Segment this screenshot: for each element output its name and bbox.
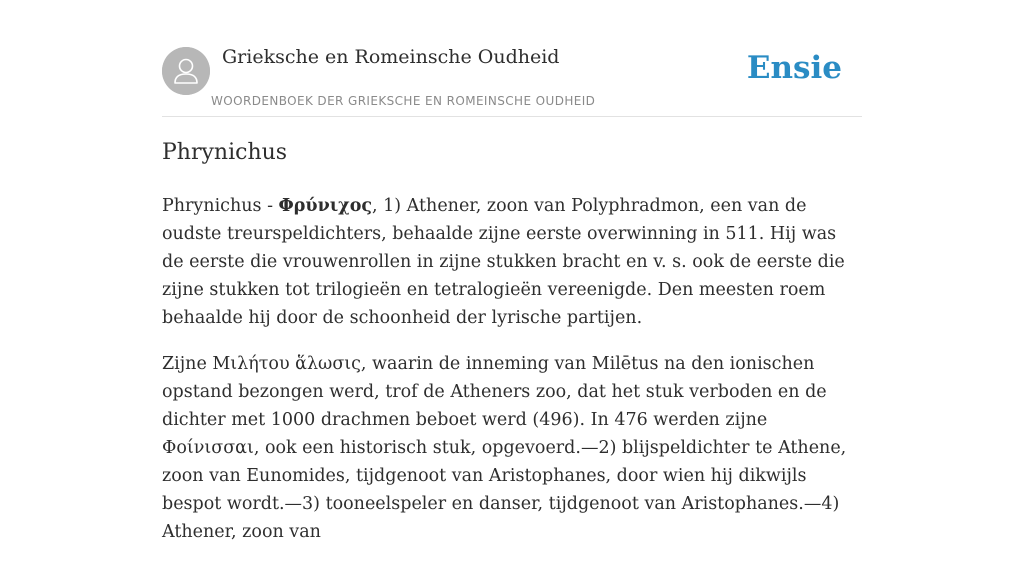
user-icon[interactable] — [162, 47, 210, 95]
entry-body — [162, 192, 862, 564]
entry-term: Phrynichus — [162, 196, 262, 216]
brand-logo[interactable]: Ensie — [746, 50, 842, 86]
entry-greek-term: Φρύνιχος — [278, 196, 373, 216]
site-header — [162, 0, 862, 117]
entry-paragraph-1 — [162, 192, 862, 332]
entry-paragraph-2: Zijne Μιλήτου ἅλωσις, waarin de inneming van Milētus na den ionischen opstand bezongen werd, trof de Atheners zoo, dat het stuk verboden en de dichter met 1000 drachmen beboet werd (496). In 476 werden zijne Φοίνισσαι, ook een historisch stuk, opgevoerd.—2) blijspeldichter te Athene, zoon van Eunomides, tijdgenoot van Aristophanes, door wien hij dikwijls bespot wordt.—3) tooneelspeler en danser, tijdgenoot van Aristophanes.—4) Athener, zoon van — [162, 354, 847, 542]
page-container — [162, 0, 862, 542]
entry-paragraph-1-text: , 1) Athener, zoon van Polyphradmon, een van de oudste treurspeldichters, behaalde zijne eerste overwinning in 511. Hij was de eerste die vrouwenrollen in zijne stukken bracht en v. s. ook de eerste die zijne stukken tot trilogieën en tetralogieën vereenigde. Den meesten roem behaalde hij door de schoonheid der lyrische partijen. — [162, 196, 845, 328]
entry-term-separator: - — [261, 196, 279, 216]
page-title: Phrynichus — [162, 140, 288, 165]
site-title-link[interactable]: Grieksche en Romeinsche Oudheid — [222, 46, 560, 68]
site-subtitle: WOORDENBOEK DER GRIEKSCHE EN ROMEINSCHE OUDHEID — [211, 94, 596, 108]
